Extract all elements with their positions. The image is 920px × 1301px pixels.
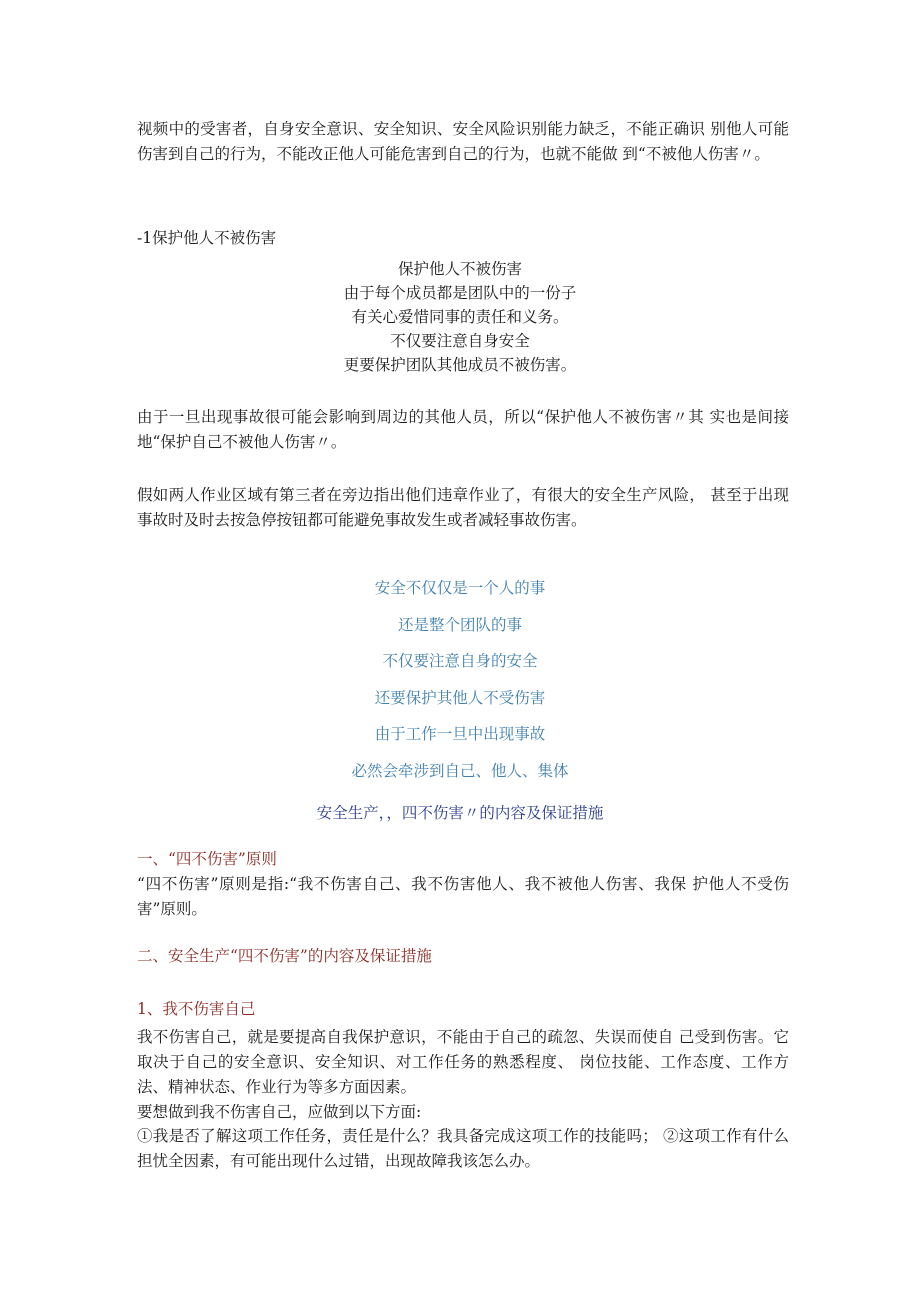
paragraph-2: 由于一旦出现事故很可能会影响到周边的其他人员，所以“保护他人不被伤害〃其 实也是间接地“保护自己不被他人伤害〃。 [137,408,789,451]
poem-line: 更要保护团队其他成员不被伤害。 [343,356,577,374]
heading-self: 1、我不伤害自己 [137,1000,256,1018]
safety-line: 还要保护其他人不受伤害 [374,689,546,707]
safety-line: 由于工作一旦中出现事故 [374,725,546,743]
principle-paragraph: “四不伤害”原则是指:“我不伤害自己、我不伤害他人、我不被他人伤害、我保 护他人不受伤害”原则。 [137,875,789,918]
section-protect-title: -1保护他人不被伤害 [137,229,277,247]
heading-content-measures: 二、安全生产“四不伤害”的内容及保证措施 [137,947,432,965]
intro-paragraph: 视频中的受害者，自身安全意识、安全知识、安全风险识别能力缺乏，不能正确识 别他人可能伤害到自己的行为，不能改正他人可能危害到自己的行为，也就不能做 到“不被他人伤害〃。 [137,120,789,163]
safety-line: 安全不仅仅是一个人的事 [374,579,546,597]
section-title-main: 安全生产，，四不伤害〃的内容及保证措施 [316,804,604,822]
heading-principle: 一、“四不伤害”原则 [137,850,277,868]
poem-line: 由于每个成员都是团队中的一份子 [343,284,577,302]
safety-line: 必然会牵涉到自己、他人、集体 [351,762,569,780]
paragraph-self-2: 要想做到我不伤害自己，应做到以下方面: [137,1103,422,1121]
poem-line: 不仅要注意自身安全 [390,332,530,350]
poem-line: 有关心爱惜同事的责任和义务。 [351,308,569,326]
protect-poem [0,257,920,377]
paragraph-3: 假如两人作业区域有第三者在旁边指出他们违章作业了，有很大的安全生产风险， 甚至于出现事故时及时去按急停按钮都可能避免事故发生或者减轻事故伤害。 [137,486,789,529]
paragraph-self-1: 我不伤害自己，就是要提高自我保护意识，不能由于自己的疏忽、失误而使自 己受到伤害。它取决于自己的安全意识、安全知识、对工作任务的熟悉程度、 岗位技能、工作态度、工作方法、精神状态、作业行为等多方面因素。 [137,1028,789,1096]
poem-line: 保护他人不被伤害 [397,260,522,278]
paragraph-self-3: ①我是否了解这项工作任务，责任是什么？我具备完成这项工作的技能吗； ②这项工作有什么担忧全因素，有可能出现什么过错，出现故障我该怎么办。 [137,1127,789,1170]
safety-line: 不仅要注意自身的安全 [382,652,538,670]
safety-line: 还是整个团队的事 [397,616,522,634]
